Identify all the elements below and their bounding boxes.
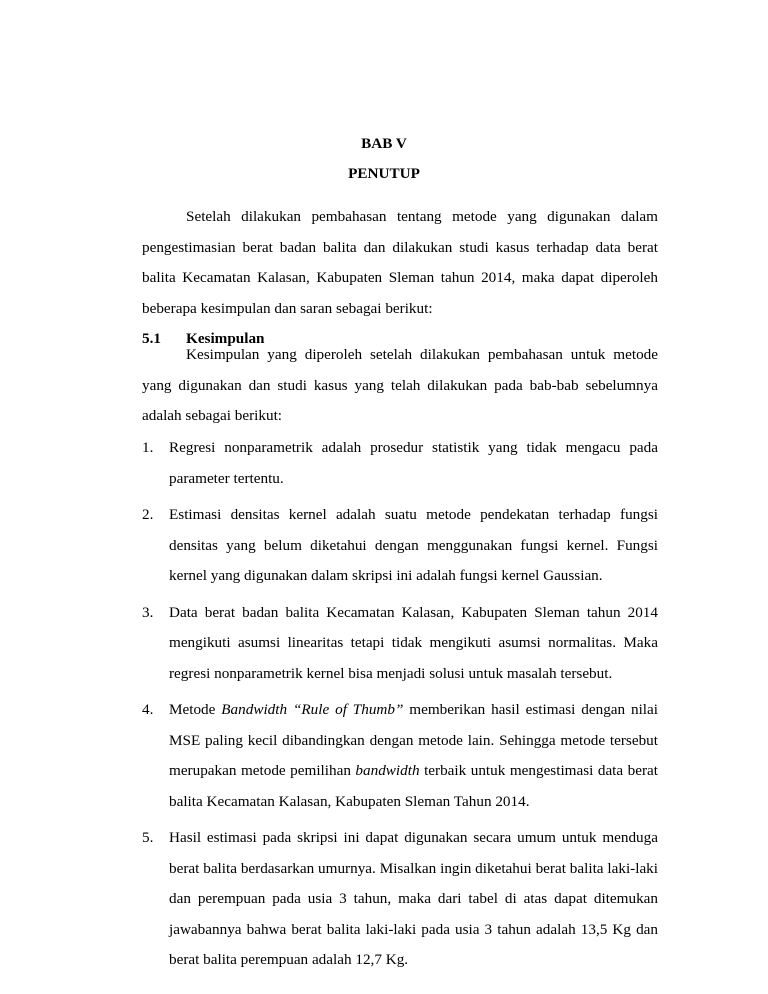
list-item: [142, 598, 658, 690]
chapter-number: BAB V: [361, 135, 407, 152]
list-item-number: 2.: [142, 506, 154, 523]
list-item-italic-term: bandwidth: [355, 762, 420, 779]
list-item-number: 1.: [142, 439, 154, 456]
list-item-text-part: memberikan hasil estimasi dengan nilai MSE paling kecil dibandingkan dengan metode lain. Sehingga metode tersebut merupakan metode pemilihan: [169, 701, 658, 779]
section-lead-paragraph: Kesimpulan yang diperoleh setelah dilakukan pembahasan untuk metode yang digunakan dan studi kasus yang telah dilakukan pada bab-bab sebelumnya adalah sebagai berikut:: [142, 346, 658, 424]
intro-paragraph: Setelah dilakukan pembahasan tentang metode yang digunakan dalam pengestimasian berat badan balita dan dilakukan studi kasus terhadap data berat balita Kecamatan Kalasan, Kabupaten Sleman tahun 2014, maka dapat diperoleh beberapa kesimpulan dan saran sebagai berikut:: [142, 208, 658, 317]
section-title: Kesimpulan: [186, 330, 265, 347]
list-item: [142, 695, 658, 817]
list-item: [142, 433, 658, 494]
list-item: [142, 823, 658, 976]
list-item-text: Estimasi densitas kernel adalah suatu metode pendekatan terhadap fungsi densitas yang belum diketahui dengan menggunakan fungsi kernel. Fungsi kernel yang digunakan dalam skripsi ini adalah fungsi kernel Gaussian.: [169, 506, 658, 584]
list-item-text-part: terbaik untuk mengestimasi data berat balita Kecamatan Kalasan, Kabupaten Sleman Tahun 2014.: [169, 762, 658, 810]
list-item-text-part: Metode: [169, 701, 222, 718]
list-item: [142, 500, 658, 592]
conclusion-list: [142, 433, 658, 982]
list-item-italic-term: Bandwidth “Rule of Thumb”: [221, 701, 404, 718]
section-number: 5.1: [142, 330, 161, 347]
list-item-number: 3.: [142, 603, 154, 621]
list-item-number: 5.: [142, 829, 154, 846]
list-item-text: Data berat badan balita Kecamatan Kalasan, Kabupaten Sleman tahun 2014 mengikuti asumsi linearitas tetapi tidak mengikuti asumsi normalitas. Maka regresi nonparametrik kernel bisa menjadi solusi untuk masalah tersebut.: [169, 603, 658, 682]
list-item-text: Regresi nonparametrik adalah prosedur statistik yang tidak mengacu pada parameter tertentu.: [169, 439, 658, 487]
list-item-number: 4.: [142, 701, 154, 718]
chapter-title: PENUTUP: [348, 165, 420, 182]
list-item-text: Hasil estimasi pada skripsi ini dapat digunakan secara umum untuk menduga berat balita berdasarkan umurnya. Misalkan ingin diketahui berat balita laki-laki dan perempuan pada usia 3 tahun, maka dari tabel di atas dapat ditemukan jawabannya bahwa berat balita laki-laki pada usia 3 tahun adalah 13,5 Kg dan berat balita perempuan adalah 12,7 Kg.: [169, 829, 658, 968]
